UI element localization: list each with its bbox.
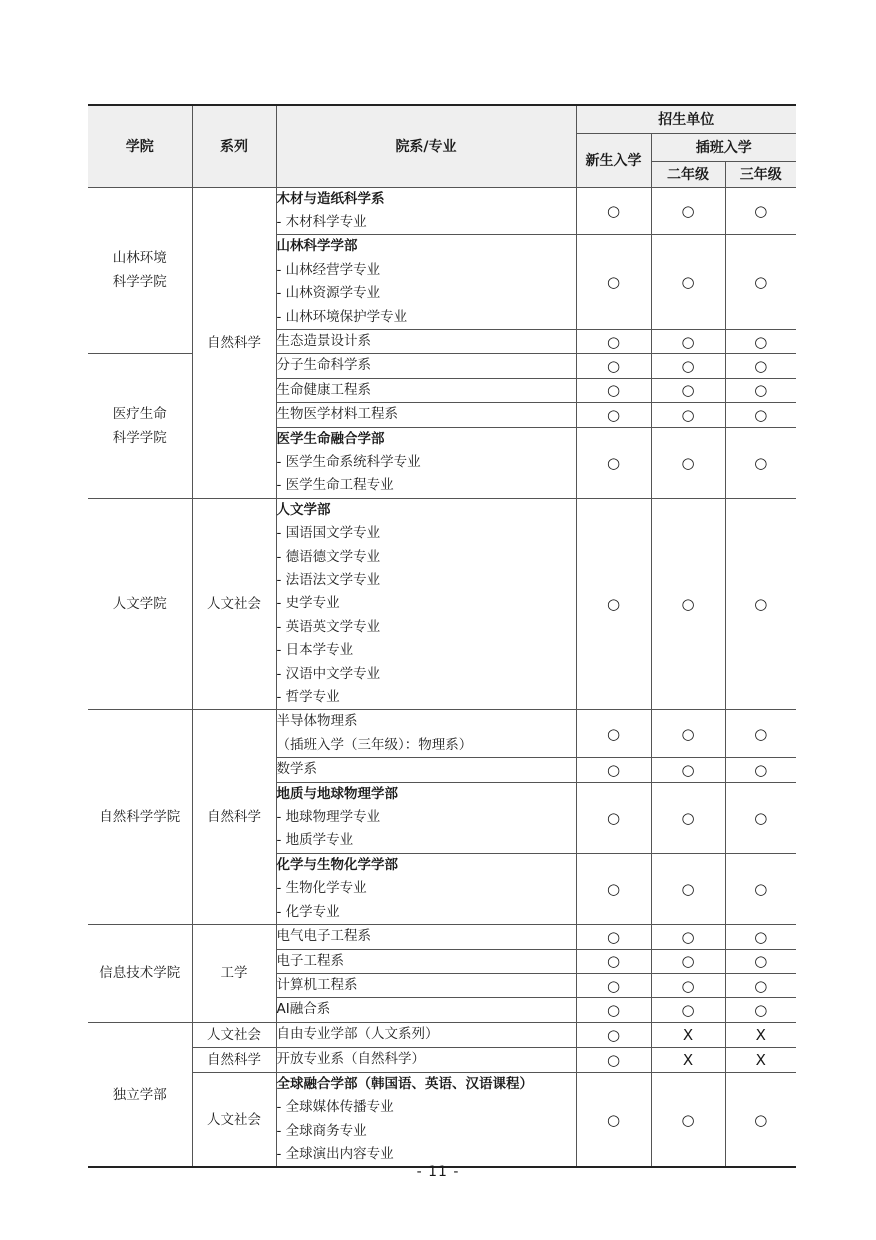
grade2-mark: ○ [651, 187, 725, 235]
series-humsoc-2: 人文社会 [192, 1022, 276, 1047]
dept-cell [276, 998, 576, 1022]
grade2-mark: ○ [651, 973, 725, 997]
grade3-mark: ○ [725, 782, 796, 853]
series-humsoc: 人文社会 [192, 498, 276, 710]
grade2-mark: X [651, 1047, 725, 1072]
major-item: - 全球演出内容专业 [276, 1145, 394, 1162]
grade2-mark: ○ [651, 998, 725, 1022]
header-grade2: 二年级 [651, 161, 725, 187]
dept-cell [276, 427, 576, 498]
dept-cell [276, 354, 576, 378]
grade3-mark: ○ [725, 329, 796, 353]
series-natsci-3: 自然科学 [192, 1047, 276, 1072]
table-row [88, 925, 796, 949]
major-item: - 地球物理学专业 [276, 809, 381, 826]
dept-cell [276, 925, 576, 949]
grade2-mark: ○ [651, 949, 725, 973]
grade2-mark: ○ [651, 403, 725, 427]
page-number: - 11 - [416, 1164, 460, 1180]
college-name-line: 科学学院 [112, 430, 167, 447]
series-eng: 工学 [192, 925, 276, 1023]
major-item: - 日本学专业 [276, 642, 354, 659]
table-row [88, 710, 796, 758]
grade3-mark: ○ [725, 427, 796, 498]
freshman-mark: ○ [576, 378, 651, 402]
grade3-mark: ○ [725, 949, 796, 973]
dept-name: 半导体物理系 [276, 713, 358, 730]
header-grade3: 三年级 [725, 161, 796, 187]
dept-name: （插班入学（三年级）：物理系） [276, 736, 473, 753]
grade2-mark: ○ [651, 498, 725, 710]
grade3-mark: ○ [725, 354, 796, 378]
major-item: - 全球商务专业 [276, 1122, 367, 1139]
dept-group-title: 地质与地球物理学部 [276, 785, 398, 802]
dept-cell [276, 187, 576, 235]
grade3-mark: ○ [725, 235, 796, 330]
freshman-mark: ○ [576, 998, 651, 1022]
grade3-mark: ○ [725, 498, 796, 710]
table-row [88, 1072, 796, 1167]
dept-cell [276, 949, 576, 973]
grade2-mark: X [651, 1022, 725, 1047]
freshman-mark: ○ [576, 1022, 651, 1047]
grade3-mark: ○ [725, 187, 796, 235]
grade3-mark: ○ [725, 998, 796, 1022]
major-item: - 英语英文学专业 [276, 618, 381, 635]
freshman-mark: ○ [576, 187, 651, 235]
major-item: - 山林资源学专业 [276, 285, 381, 302]
dept-name: 开放专业系（自然科学） [276, 1051, 425, 1068]
grade3-mark: X [725, 1047, 796, 1072]
freshman-mark: ○ [576, 235, 651, 330]
dept-group-title: 医学生命融合学部 [276, 430, 385, 447]
header-transfer: 插班入学 [651, 133, 796, 161]
college-med [88, 354, 192, 498]
dept-cell [276, 1022, 576, 1047]
grade2-mark: ○ [651, 782, 725, 853]
dept-cell [276, 1047, 576, 1072]
grade2-mark: ○ [651, 354, 725, 378]
major-item: - 全球媒体传播专业 [276, 1099, 394, 1116]
header-college: 学院 [88, 105, 192, 187]
dept-name: 生物医学材料工程系 [276, 406, 398, 423]
dept-group-title: 人文学部 [276, 501, 331, 518]
dept-cell [276, 782, 576, 853]
grade3-mark: ○ [725, 925, 796, 949]
major-item: - 山林环境保护学专业 [276, 308, 408, 325]
series-natsci-2: 自然科学 [192, 710, 276, 925]
table-row [88, 187, 796, 235]
major-item: - 地质学专业 [276, 832, 354, 849]
major-item: - 生物化学专业 [276, 880, 367, 897]
grade2-mark: ○ [651, 427, 725, 498]
dept-group-title: 化学与生物化学学部 [276, 856, 398, 873]
dept-cell [276, 758, 576, 782]
admission-units-table [88, 104, 796, 1168]
dept-name: 计算机工程系 [276, 976, 358, 993]
freshman-mark: ○ [576, 782, 651, 853]
grade2-mark: ○ [651, 710, 725, 758]
major-item: - 化学专业 [276, 903, 340, 920]
table-row [88, 1022, 796, 1047]
series-humsoc-3: 人文社会 [192, 1072, 276, 1167]
major-item: - 法语法文学专业 [276, 572, 381, 588]
dept-name: AI融合系 [276, 1001, 331, 1018]
major-item: - 木材科学专业 [276, 213, 367, 230]
major-item: - 山林经营学专业 [276, 261, 381, 278]
college-name-line: 人文学院 [112, 596, 167, 613]
grade2-mark: ○ [651, 758, 725, 782]
dept-name: 生命健康工程系 [276, 381, 371, 398]
freshman-mark: ○ [576, 1047, 651, 1072]
college-name-line: 自然科学学院 [99, 809, 181, 826]
dept-cell [276, 235, 576, 330]
major-item: - 哲学专业 [276, 689, 340, 706]
freshman-mark: ○ [576, 354, 651, 378]
college-independent [88, 1022, 192, 1167]
dept-cell [276, 403, 576, 427]
college-name-line: 山林环境 [112, 250, 167, 267]
major-item: - 史学专业 [276, 595, 340, 612]
college-name-line: 医疗生命 [112, 406, 167, 423]
freshman-mark: ○ [576, 758, 651, 782]
grade3-mark: ○ [725, 853, 796, 924]
dept-cell [276, 329, 576, 353]
grade2-mark: ○ [651, 378, 725, 402]
college-hum [88, 498, 192, 710]
freshman-mark: ○ [576, 403, 651, 427]
grade3-mark: ○ [725, 710, 796, 758]
grade3-mark: X [725, 1022, 796, 1047]
dept-cell [276, 498, 576, 710]
freshman-mark: ○ [576, 498, 651, 710]
dept-cell [276, 378, 576, 402]
grade3-mark: ○ [725, 758, 796, 782]
college-it [88, 925, 192, 1023]
dept-cell [276, 1072, 576, 1167]
freshman-mark: ○ [576, 329, 651, 353]
grade2-mark: ○ [651, 925, 725, 949]
college-name-line: 信息技术学院 [99, 965, 181, 982]
dept-name: 分子生命科学系 [276, 357, 371, 374]
college-name-line: 科学学院 [112, 274, 167, 291]
table-row [88, 498, 796, 710]
table-row [88, 1047, 796, 1072]
grade3-mark: ○ [725, 973, 796, 997]
header-dept: 院系/专业 [276, 105, 576, 187]
dept-cell [276, 710, 576, 758]
grade3-mark: ○ [725, 378, 796, 402]
college-nat [88, 710, 192, 925]
freshman-mark: ○ [576, 973, 651, 997]
dept-cell [276, 973, 576, 997]
dept-name: 生态造景设计系 [276, 332, 371, 349]
major-item: - 德语德文学专业 [276, 548, 381, 565]
grade2-mark: ○ [651, 329, 725, 353]
grade2-mark: ○ [651, 235, 725, 330]
major-item: - 国语国文学专业 [276, 525, 381, 542]
dept-name: 自由专业学部（人文系列） [276, 1026, 439, 1043]
major-item: - 医学生命工程专业 [276, 477, 394, 494]
header-freshman: 新生入学 [576, 133, 651, 187]
dept-name: 电子工程系 [276, 952, 344, 969]
dept-group-title: 全球融合学部（韩国语、英语、汉语课程） [276, 1075, 533, 1092]
freshman-mark: ○ [576, 427, 651, 498]
freshman-mark: ○ [576, 949, 651, 973]
dept-name: 数学系 [276, 761, 317, 778]
header-series: 系列 [192, 105, 276, 187]
major-item: - 汉语中文学专业 [276, 665, 381, 682]
grade2-mark: ○ [651, 1072, 725, 1167]
series-natsci: 自然科学 [192, 187, 276, 498]
freshman-mark: ○ [576, 853, 651, 924]
freshman-mark: ○ [576, 710, 651, 758]
freshman-mark: ○ [576, 1072, 651, 1167]
header-admission-unit: 招生单位 [576, 105, 796, 133]
dept-name: 电气电子工程系 [276, 928, 371, 945]
dept-group-title: 木材与造纸科学系 [276, 190, 385, 207]
college-name-line: 独立学部 [112, 1086, 167, 1103]
dept-cell [276, 853, 576, 924]
college-forest [88, 187, 192, 354]
freshman-mark: ○ [576, 925, 651, 949]
grade3-mark: ○ [725, 403, 796, 427]
dept-group-title: 山林科学学部 [276, 238, 358, 255]
grade2-mark: ○ [651, 853, 725, 924]
grade3-mark: ○ [725, 1072, 796, 1167]
major-item: - 医学生命系统科学专业 [276, 453, 421, 470]
